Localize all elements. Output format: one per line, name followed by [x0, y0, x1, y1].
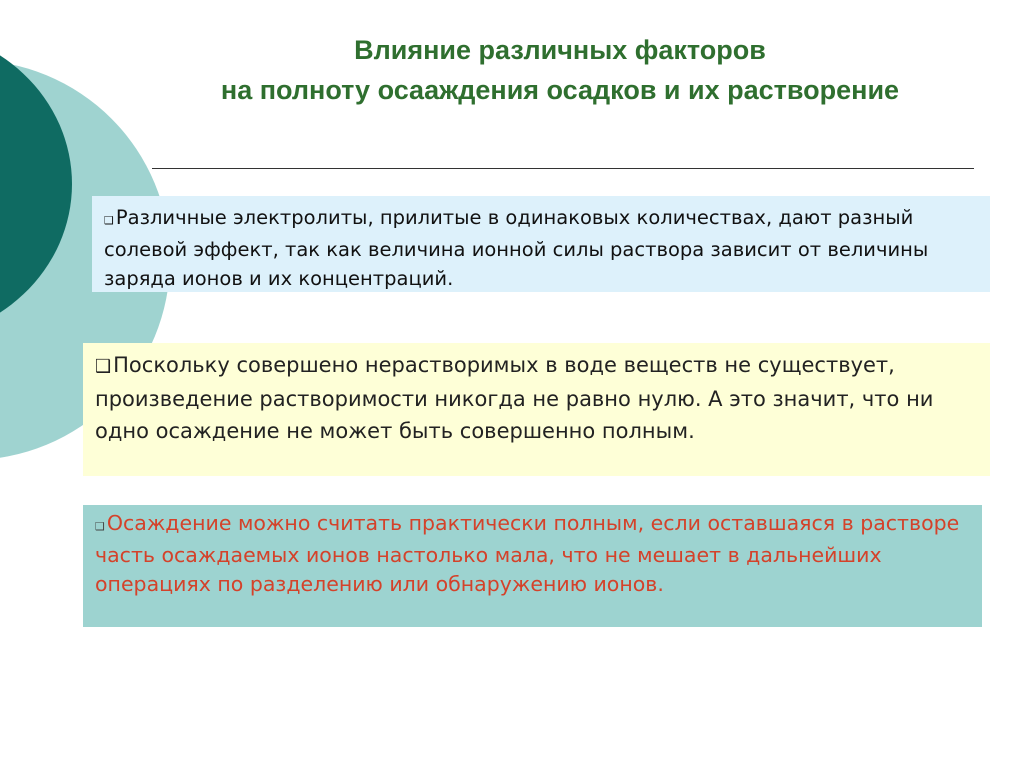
- slide-title: [150, 30, 970, 110]
- checkbox-bullet-icon: ❑: [104, 214, 114, 227]
- checkbox-bullet-icon: ❑: [95, 520, 105, 533]
- text-box-content: Осаждение можно считать практически полным, если оставшаяся в растворе часть осаждаемых ионов настолько мала, что не мешает в дальнейших операциях по разделению или обнаружению ионов.: [95, 511, 960, 596]
- text-box-paragraph: [104, 203, 976, 293]
- text-box-paragraph: [95, 509, 968, 599]
- text-box-solubility-product: [83, 343, 990, 476]
- text-box-electrolytes: [92, 196, 990, 292]
- slide-title-line2: на полноту осааждения осадков и их растворение: [220, 75, 900, 105]
- text-box-content: Поскольку совершено нерастворимых в воде веществ не существует, произведение растворимости никогда не равно нулю. А это значит, что ни одно осаждение не может быть совершенно полным.: [95, 353, 934, 443]
- text-box-content: Различные электролиты, прилитые в одинаковых количествах, дают разный солевой эффект, так как величина ионной силы раствора зависит от величины заряда ионов и их концентраций.: [104, 206, 929, 290]
- checkbox-bullet-icon: ❑: [95, 356, 112, 377]
- title-divider: [152, 168, 974, 169]
- text-box-complete-precipitation: [83, 505, 982, 627]
- slide-title-line1: Влияние различных факторов: [354, 35, 766, 65]
- text-box-paragraph: [95, 349, 976, 447]
